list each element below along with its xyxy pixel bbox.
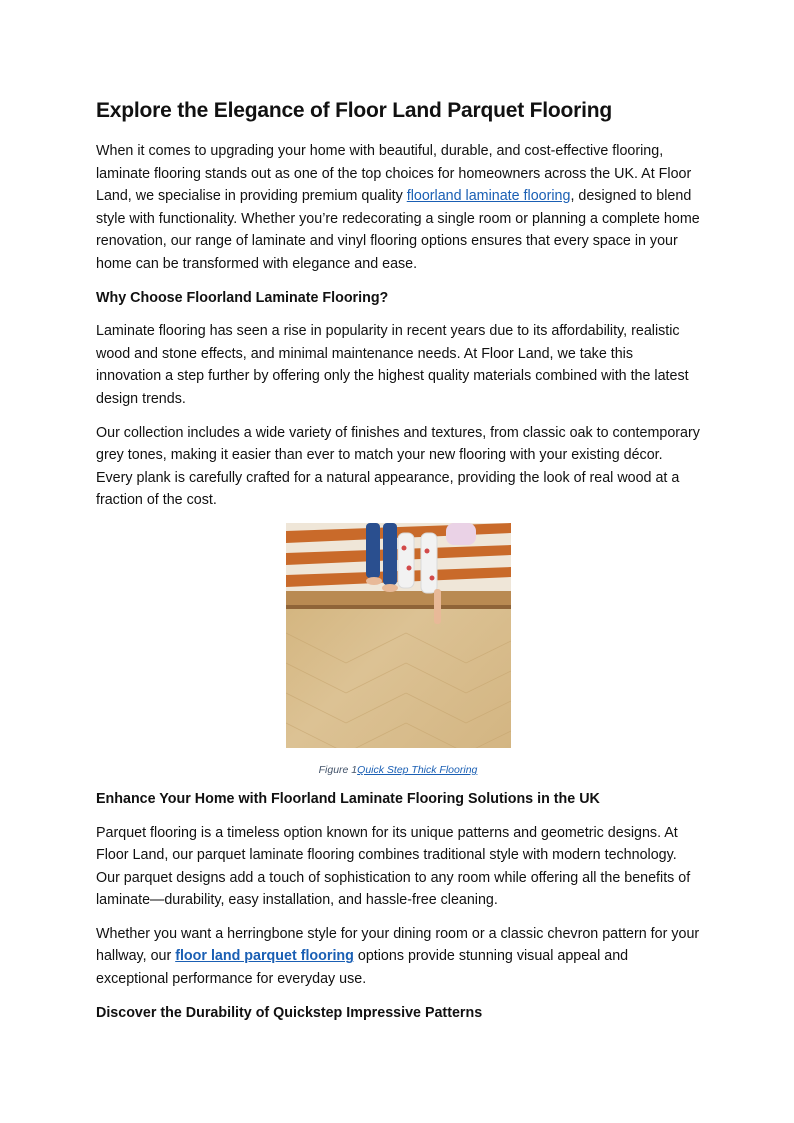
intro-paragraph: [96, 140, 700, 276]
intro-text-after: , designed to blend style with functionality. Whether you’re redecorating a single room or planning a complete home renovation, our range of laminate and vinyl flooring options ensures that every space in your home can be transformed with elegance and ease.: [96, 188, 700, 272]
article-body: [96, 96, 700, 1035]
floorland-laminate-link[interactable]: floorland laminate flooring: [406, 188, 571, 205]
section1-paragraph-1: Laminate flooring has seen a rise in popularity in recent years due to its affordability, realistic wood and stone effects, and minimal maintenance needs. At Floor Land, we take this innovation a step further by offering only the highest quality materials combined with the latest design trends.: [96, 323, 689, 407]
figure-caption: [96, 762, 700, 778]
section3-heading: Discover the Durability of Quickstep Impressive Patterns: [96, 1004, 483, 1021]
section2-paragraph-2: [96, 923, 700, 991]
caption-link[interactable]: Quick Step Thick Flooring: [357, 763, 478, 776]
caption-prefix: Figure 1: [318, 763, 358, 776]
floor-land-parquet-link[interactable]: floor land parquet flooring: [175, 948, 354, 965]
section1-paragraph-2: Our collection includes a wide variety of finishes and textures, from classic oak to contemporary grey tones, making it easier than ever to match your new flooring with your existing décor. Every plank is carefully crafted for a natural appearance, providing the look of real wood at a fraction of the cost.: [96, 424, 700, 509]
section2-text-after: options provide stunning visual appeal and exceptional performance for everyday use.: [96, 948, 629, 988]
section2-heading: Enhance Your Home with Floorland Laminate Flooring Solutions in the UK: [96, 790, 600, 807]
article-title: Explore the Elegance of Floor Land Parquet Flooring: [96, 99, 613, 122]
flooring-photo: [286, 523, 511, 748]
figure: [96, 523, 700, 778]
section1-heading: Why Choose Floorland Laminate Flooring?: [96, 289, 389, 306]
section2-paragraph-1: Parquet flooring is a timeless option known for its unique patterns and geometric designs. At Floor Land, our parquet laminate flooring combines traditional style with modern technology. Our parquet designs add a touch of sophistication to any room while offering all the benefits of laminate—durability, easy installation, and hassle-free cleaning.: [96, 824, 691, 909]
intro-text-before: When it comes to upgrading your home with beautiful, durable, and cost-effective flooring, laminate flooring stands out as one of the top choices for homeowners across the UK. At Floor Land, we specialise in providing premium quality: [96, 143, 692, 205]
section2-text-before: Whether you want a herringbone style for your dining room or a classic chevron pattern for your hallway, our: [96, 925, 700, 965]
